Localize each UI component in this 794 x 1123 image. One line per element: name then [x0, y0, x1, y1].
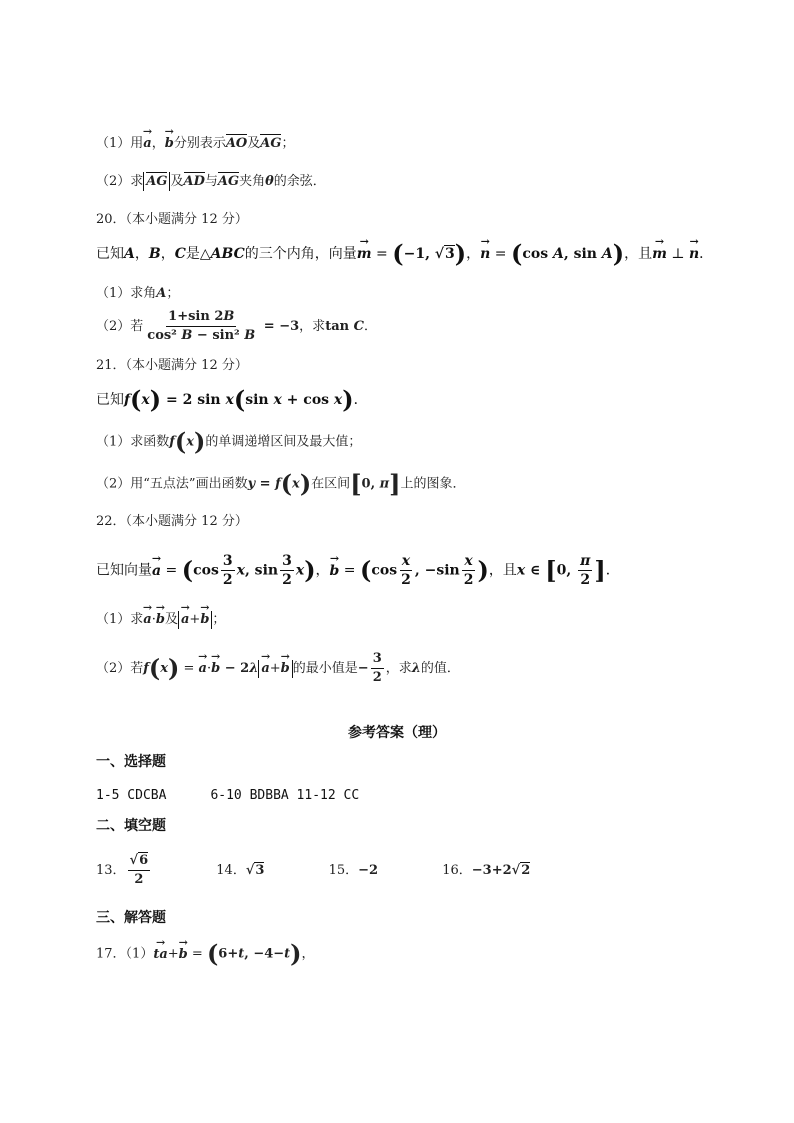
vec-AG: AG [260, 136, 282, 151]
choice-answers: 1-5 CDCBA 6-10 BDBBA 11-12 CC [96, 788, 360, 803]
q22-part2: （2）若f(x) = → a·→ b − 2λ→ a+→ b 的最小值是− $\frac{3}{2}$ ，求λ的值． [96, 650, 460, 687]
section-solve: 三、解答题 [96, 910, 166, 926]
fill-answers: 13． $\frac{√6}{2}$ 14．√3 15．−2 16．−3+2√2 [96, 853, 531, 887]
q19-part2: （2）求 AG 及AD与AG夹角θ的余弦． [96, 174, 326, 189]
fraction: $\frac{1+\sin 2B}{\text{cos² B − sin² B}}$ [147, 309, 256, 343]
q21-heading: 21．（本小题满分 12 分） [96, 358, 248, 373]
q22-stem: 已知向量→ a = (cos $\frac{3}{2}$ x, sin $\frac{3}{2}$ x)，→ b = (cos $\frac{x}{2}$ , −sin $\frac{x}{2}$ )，且x ∈ [0, $\frac{\pi}{2}$ ]． [96, 552, 620, 589]
q20-part1: （1）求角A； [96, 286, 180, 301]
q21-part1: （1）求函数f(x)的单调递增区间及最大值； [96, 427, 362, 456]
q22-part1: （1）求→ a·→ b及→ a+→ b ； [96, 610, 225, 630]
q17-answer: 17．（1）→ ta+→ b = (6+t, −4−t)， [96, 944, 315, 965]
q22-heading: 22．（本小题满分 12 分） [96, 514, 248, 529]
section-choice: 一、选择题 [96, 754, 166, 770]
vec-AD: AD [183, 174, 205, 189]
q21-stem: 已知f(x) = 2 sin x(sin x + cos x)． [96, 385, 368, 414]
answer-title: 参考答案（理） [348, 725, 446, 741]
abs-AG: AG [143, 172, 170, 191]
q19-part1: （1）用→ a，→ b分别表示AO及AG； [96, 134, 295, 154]
vec-a: → a [143, 134, 151, 154]
vec-AO: AO [225, 136, 248, 151]
vec-b: → b [165, 134, 174, 154]
q20-stem: 已知A，B，C是△ABC的三个内角，向量→ m = (−1, √3)，→ n = (cos A, sin A)，且→ m ⊥ → n． [96, 244, 713, 264]
q21-part2: （2）用“五点法”画出函数y = f(x)在区间[0, π]上的图象． [96, 469, 466, 498]
section-fill: 二、填空题 [96, 818, 166, 834]
q20-part2: （2）若 $\frac{1+\sin 2B}{\text{cos² B − sin² B}}$ = −3，求tan C． [96, 309, 377, 343]
q20-heading: 20．（本小题满分 12 分） [96, 212, 248, 227]
